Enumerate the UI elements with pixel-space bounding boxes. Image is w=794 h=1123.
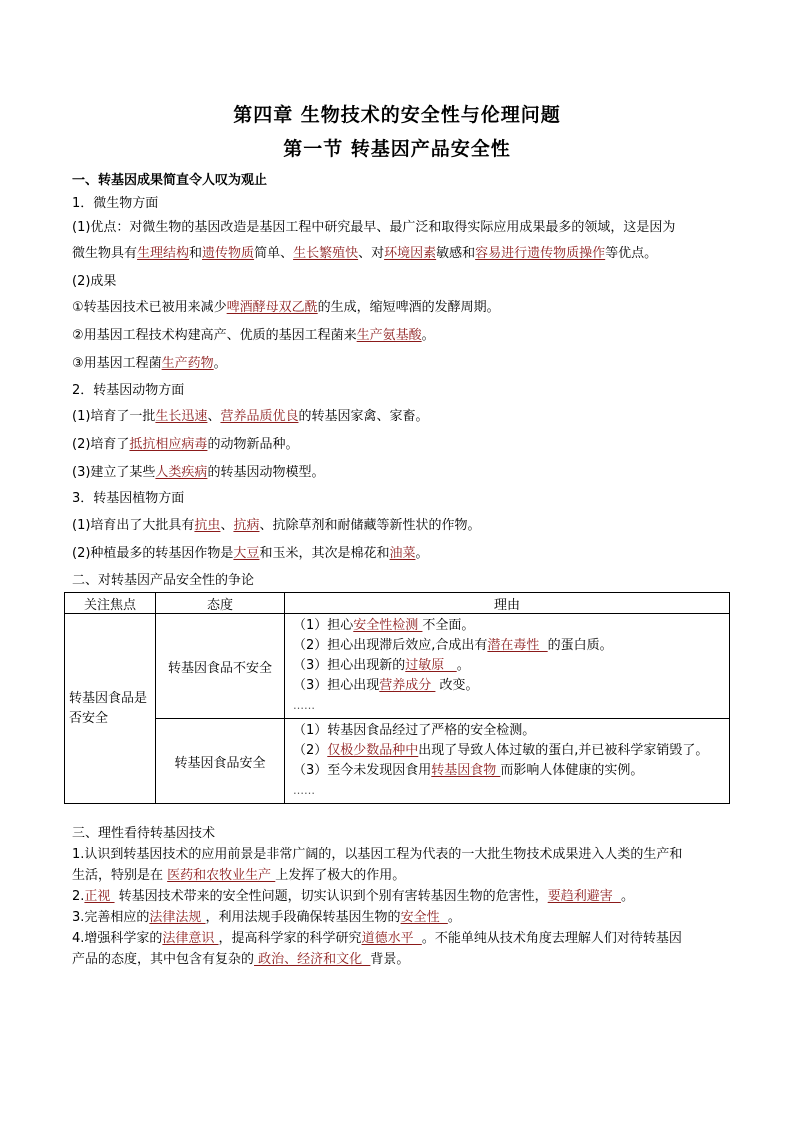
reason-item <box>293 616 729 636</box>
text-segment: 的转基因家禽、家畜。 <box>298 409 429 424</box>
text-segment: (1)优点：对微生物的基因改造是基因工程中研究最早、最广泛和取得实际应用成果最多的领域，这是因为 <box>72 220 676 235</box>
text-segment: 改变。 <box>435 678 479 693</box>
text-line <box>72 356 227 372</box>
text-segment: 3.完善相应的 <box>72 910 150 925</box>
text-segment: （2）担心出现滞后效应,合成出有 <box>293 638 488 653</box>
text-segment: 不全面。 <box>422 618 475 633</box>
text-segment: 、对 <box>358 246 385 261</box>
text-segment: 出现了导致人体过敏的蛋白,并已被科学家销毁了。 <box>418 743 709 758</box>
text-line <box>72 173 267 189</box>
text-line <box>72 889 634 905</box>
text-line <box>72 931 682 947</box>
answer-blank: 法律法规 <box>149 910 206 925</box>
answer-blank: 过敏原 <box>405 658 457 673</box>
header-reason: 理由 <box>285 593 730 614</box>
text-segment: …… <box>293 699 315 712</box>
text-segment: 微生物具有 <box>72 246 138 261</box>
reason-item <box>293 761 729 781</box>
text-segment: （3）至今未发现因食用 <box>293 763 432 778</box>
answer-blank: 营养品质优良 <box>220 409 299 424</box>
text-segment: ，提高科学家的科学研究 <box>218 931 362 946</box>
answer-blank: 油菜 <box>389 546 416 561</box>
text-segment: 三、理性看待转基因技术 <box>72 826 216 841</box>
text-segment: 1．微生物方面 <box>72 196 159 211</box>
answer-blank: 生理结构 <box>137 246 190 261</box>
text-segment: (3)建立了某些 <box>72 465 156 480</box>
text-segment: （1）担心 <box>293 618 354 633</box>
text-line <box>72 328 435 344</box>
text-line <box>72 573 254 589</box>
text-line <box>72 546 428 562</box>
focus-cell: 转基因食品是否安全 <box>65 614 156 804</box>
text-segment: 3．转基因植物方面 <box>72 491 185 506</box>
reason-item <box>293 696 729 716</box>
text-segment: 的动物新品种。 <box>207 437 299 452</box>
answer-blank: 转基因食物 <box>431 763 501 778</box>
text-segment: 敏感和 <box>436 246 476 261</box>
text-segment: 。 <box>213 356 227 371</box>
text-segment: 。 <box>447 910 461 925</box>
section-title: 第一节 转基因产品安全性 <box>283 138 511 160</box>
text-segment: 。 <box>456 658 470 673</box>
text-segment: 。 <box>415 546 429 561</box>
reason-list-unsafe <box>285 614 730 719</box>
text-line <box>72 220 675 236</box>
text-segment: (1)培育出了大批具有 <box>72 518 195 533</box>
table-row <box>65 719 730 804</box>
answer-blank: 法律意识 <box>162 931 219 946</box>
text-segment: 2．转基因动物方面 <box>72 383 185 398</box>
table-header-row <box>65 593 730 614</box>
answer-blank: 抗虫 <box>194 518 221 533</box>
text-segment: 产品的态度，其中包含有复杂的 <box>72 952 255 967</box>
header-focus: 关注焦点 <box>65 593 156 614</box>
text-segment: 和 <box>189 246 203 261</box>
text-line <box>72 847 682 863</box>
text-line <box>72 952 409 968</box>
answer-blank: 生产氨基酸 <box>356 328 422 343</box>
text-segment: 4.增强科学家的 <box>72 931 163 946</box>
answer-blank: 抗病 <box>233 518 260 533</box>
text-line <box>72 196 158 212</box>
text-line <box>72 868 405 884</box>
text-segment: ①转基因技术已被用来减少 <box>72 300 227 315</box>
text-segment: 、 <box>220 518 234 533</box>
answer-blank: 安全性检测 <box>353 618 423 633</box>
text-line <box>72 826 215 842</box>
chapter-title: 第四章 生物技术的安全性与伦理问题 <box>233 104 561 126</box>
answer-blank: 遗传物质 <box>202 246 255 261</box>
answer-blank: 生长繁殖快 <box>293 246 359 261</box>
text-line <box>72 300 500 316</box>
text-segment: 背景。 <box>370 952 410 967</box>
answer-blank: 正视 <box>84 889 115 904</box>
text-line <box>72 409 428 425</box>
text-segment: （3）担心出现 <box>293 678 380 693</box>
text-segment: …… <box>293 784 315 797</box>
answer-blank: 安全性 <box>400 910 448 925</box>
text-segment: (2)种植最多的转基因作物是 <box>72 546 234 561</box>
answer-blank: 潜在毒性 <box>487 638 548 653</box>
reason-item <box>293 656 729 676</box>
reason-item <box>293 721 729 741</box>
answer-blank: 要趋利避害 <box>547 889 621 904</box>
answer-blank: 生长迅速 <box>155 409 208 424</box>
answer-blank: 医药和农牧业生产 <box>167 868 276 883</box>
text-segment: （3）担心出现新的 <box>293 658 406 673</box>
text-line <box>72 383 184 399</box>
answer-blank: 大豆 <box>233 546 260 561</box>
reason-list-safe <box>285 719 730 804</box>
text-segment: 生活，特别是在 <box>72 868 168 883</box>
answer-blank: 道德水平 <box>361 931 422 946</box>
reason-item <box>293 781 729 801</box>
text-segment: ②用基因工程技术构建高产、优质的基因工程菌来 <box>72 328 357 343</box>
text-segment: 二、对转基因产品安全性的争论 <box>72 573 255 588</box>
reason-item <box>293 636 729 656</box>
text-line <box>72 274 116 290</box>
answer-blank: 容易进行遗传物质操作 <box>475 246 606 261</box>
text-segment: (2)成果 <box>72 274 117 289</box>
text-segment: 的生成，缩短啤酒的发酵周期。 <box>317 300 500 315</box>
attitude-cell-safe: 转基因食品安全 <box>156 719 285 804</box>
answer-blank: 营养成分 <box>379 678 436 693</box>
text-segment: 。 <box>421 328 435 343</box>
text-segment: 。不能单纯从技术角度去理解人们对待转基因 <box>421 931 682 946</box>
text-segment: 转基因技术带来的安全性问题，切实认识到个别有害转基因生物的危害性， <box>114 889 548 904</box>
text-segment: 、抗除草剂和耐储藏等新性状的作物。 <box>259 518 481 533</box>
text-segment: 和玉米，其次是棉花和 <box>259 546 390 561</box>
controversy-table <box>64 592 730 804</box>
text-segment: 一、转基因成果简直令人叹为观止 <box>72 173 268 188</box>
answer-blank: 政治、经济和文化 <box>254 952 371 967</box>
text-segment: 1.认识到转基因技术的应用前景是非常广阔的，以基因工程为代表的一大批生物技术成果进入人类的生产和 <box>72 847 683 862</box>
text-segment: 等优点。 <box>605 246 658 261</box>
reason-item <box>293 676 729 696</box>
text-segment: （1）转基因食品经过了严格的安全检测。 <box>293 723 536 738</box>
text-segment: 而影响人体健康的实例。 <box>500 763 644 778</box>
text-line <box>72 491 184 507</box>
attitude-cell-unsafe: 转基因食品不安全 <box>156 614 285 719</box>
text-segment: 上发挥了极大的作用。 <box>275 868 406 883</box>
text-line <box>72 910 461 926</box>
text-segment: （2） <box>293 743 328 758</box>
text-segment: ③用基因工程菌 <box>72 356 162 371</box>
answer-blank: 生产药物 <box>161 356 214 371</box>
reason-item <box>293 741 729 761</box>
text-line <box>72 518 480 534</box>
text-segment: 简单、 <box>254 246 294 261</box>
text-line <box>72 437 298 453</box>
text-segment: 。 <box>620 889 634 904</box>
header-attitude: 态度 <box>156 593 285 614</box>
text-segment: 2. <box>72 889 85 904</box>
text-segment: 、 <box>207 409 221 424</box>
text-segment: ，利用法规手段确保转基因生物的 <box>205 910 401 925</box>
answer-blank: 仅极少数品种中 <box>327 743 419 758</box>
text-segment: (1)培育了一批 <box>72 409 156 424</box>
answer-blank: 抵抗相应病毒 <box>129 437 208 452</box>
text-line <box>72 465 324 481</box>
table-row <box>65 614 730 719</box>
answer-blank: 人类疾病 <box>155 465 208 480</box>
text-segment: 的蛋白质。 <box>547 638 613 653</box>
text-segment: (2)培育了 <box>72 437 130 452</box>
text-segment: 的转基因动物模型。 <box>207 465 325 480</box>
text-line <box>72 246 657 262</box>
answer-blank: 环境因素 <box>384 246 437 261</box>
answer-blank: 啤酒酵母双乙酰 <box>226 300 318 315</box>
